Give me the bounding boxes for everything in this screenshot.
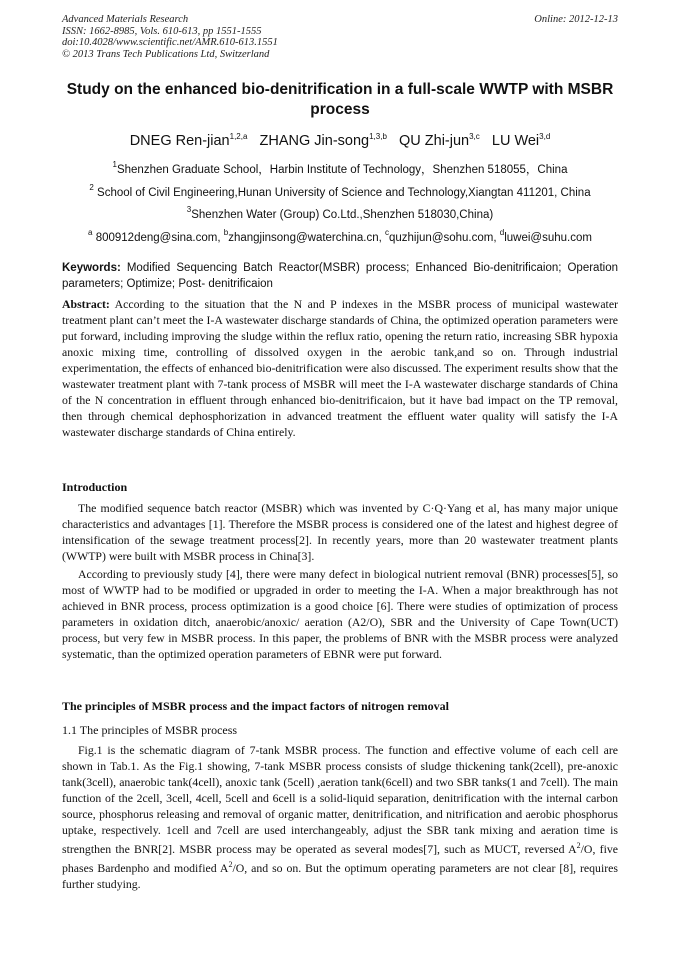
journal-header: [62, 14, 618, 60]
journal-issn: ISSN: 1662-8985, Vols. 610-613, pp 1551-1555: [62, 25, 262, 37]
intro-paragraph-2: According to previously study [4], there were many defect in biological nutrient removal (BNR) processes[5], so most of WWTP had to be modified or upgraded in order to meeting the I-A. When a major breakthrough has not achieved in BNR process, process optimization is a good choice [6]. There were studies of optimization of process parameters in oxidation ditch, anaerobic/anoxic/ aeration (A2/O), SBR and the University of Cape Town(UCT) process, but very few in MSBR process. In this paper, the problems of BNR with the MSBR process were analyzed systematic, than the optimized operation parameters of EBNR were put forward.: [62, 567, 618, 661]
section-heading-introduction: Introduction: [62, 480, 128, 494]
author-affiliation-marker: 1,2,a: [229, 132, 248, 141]
email-line: [62, 226, 618, 245]
email-marker: b: [223, 228, 229, 237]
author-affiliation-marker: 1,3,b: [369, 132, 387, 141]
affiliation-marker: 3: [186, 205, 192, 214]
author-name: LU Wei: [491, 133, 540, 149]
journal-doi: doi:10.4028/www.scientific.net/AMR.610-613.1551: [62, 37, 278, 48]
paragraph-text: Fig.1 is the schematic diagram of 7-tank MSBR process. The function and effective volume of each cell are shown in Tab.1. As the Fig.1 showing, 7-tank MSBR process consists of sludge thickening tank(2cell), pre-anoxic tank(3cell), anaerobic tank(4cell), anoxic tank (5cell) ,aeration tank(6cell) and two SBR tanks(1 and 7cell). The main function of the 2cell, 3cell, 4cell, 5cell and 6cell is a solid-liquid separation, denitrification with the internal carbon source, phosphorus releasing and removal of organic matter, denitrification, and nitrification and aerobic phosphorus uptake, respectively. 1cell and 7cell are used interchangeably, adjust the SBR tank mixing and aeration time is strengthen the BNR[2]. MSBR process may be operated as several modes[7], such as MUCT, reversed A: [62, 743, 618, 856]
author-affiliation-marker: 3,c: [469, 132, 480, 141]
keywords: [62, 260, 618, 292]
affiliation-text: School of Civil Engineering,Hunan University of Science and Technology,Xiangtan 411201, China: [93, 187, 591, 199]
intro-paragraph-1: The modified sequence batch reactor (MSBR) which was invented by C·Q·Yang et al, has many major unique characteristics and advantages [1]. Therefore the MSBR process is considered one of the latest and highest degree of intensification of the sewage treatment process[2]. In recently years, more than 20 wastewater treatment plants (WWTP) were built with MSBR process in China[3].: [62, 501, 618, 563]
affiliation-2: [62, 181, 618, 200]
superscript: 2: [228, 859, 233, 869]
paragraph-text: /O, and so on. But the optimum operating parameters are not clear [8], requires further studying.: [62, 860, 618, 891]
author-name: DNEG Ren-jian: [129, 133, 230, 149]
keywords-text: Modified Sequencing Batch Reactor(MSBR) process; Enhanced Bio-denitrificaion; Operation parameters; Optimize; Post- denitrificaion: [62, 262, 618, 290]
principles-paragraph-1: [62, 742, 618, 892]
superscript: 2: [576, 841, 581, 850]
journal-copyright: © 2013 Trans Tech Publications Ltd, Switzerland: [62, 48, 270, 60]
author-name: QU Zhi-jun: [399, 133, 470, 149]
subsection-heading: 1.1 The principles of MSBR process: [62, 723, 238, 737]
affiliation-text: Shenzhen Graduate School，Harbin Institute of Technology，Shenzhen 518055，China: [116, 164, 568, 176]
paragraph-text: /O, five phases Bardenpho and modified A: [62, 841, 618, 875]
affiliation-3: [62, 203, 618, 222]
email-address: 800912deng@sina.com,: [92, 232, 224, 244]
affiliation-marker: 1: [112, 160, 117, 169]
abstract-label: Abstract:: [62, 297, 110, 311]
author-name: ZHANG Jin-song: [259, 133, 370, 149]
author-list: [62, 128, 618, 150]
author-affiliation-marker: 3,d: [539, 132, 551, 141]
keywords-label: Keywords:: [62, 262, 121, 274]
email-marker: d: [499, 228, 505, 237]
email-address: zhangjinsong@waterchina.cn,: [228, 232, 385, 244]
abstract-text: According to the situation that the N and P indexes in the MSBR process of municipal wastewater treatment plant can’t meet the I-A wastewater discharge standards of China, the optimized operation parameters were put forward, including improving the sludge within the reflux ratio, opening the return ratio, increasing SBR hypoxia anoxic mixing time, controlling of dissolved oxygen in the aerobic tank,and so on. Through industrial experimentation, the effects of enhanced bio-denitrification were also discussed. The experiment results show that the wastewater treatment plant with 7-tank process of MSBR will meet the I-A wastewater discharge standards of China of the N concentration in effluent through enhanced bio-denitrificaion, but it have bad impact on the TP removal, then through chemical dephosphorization in advanced treatment the effluent water quality will satisfy the I-A wastewater discharge standards of China entirely.: [62, 297, 618, 439]
journal-name: Advanced Materials Research: [62, 14, 189, 25]
email-address: luwei@suhu.com: [504, 232, 592, 244]
email-marker: c: [384, 228, 389, 237]
affiliation-text: Shenzhen Water (Group) Co.Ltd.,Shenzhen 518030,China): [191, 209, 494, 221]
email-address: quzhijun@sohu.com,: [388, 232, 500, 244]
online-date: Online: 2012-12-13: [534, 14, 618, 25]
abstract: [62, 296, 618, 440]
paper-title: Study on the enhanced bio-denitrification in a full-scale WWTP with MSBR process: [66, 81, 614, 118]
affiliation-marker: 2: [89, 183, 94, 192]
section-heading-principles: The principles of MSBR process and the impact factors of nitrogen removal: [62, 699, 449, 713]
affiliation-1: [62, 158, 618, 177]
email-marker: a: [88, 228, 93, 237]
